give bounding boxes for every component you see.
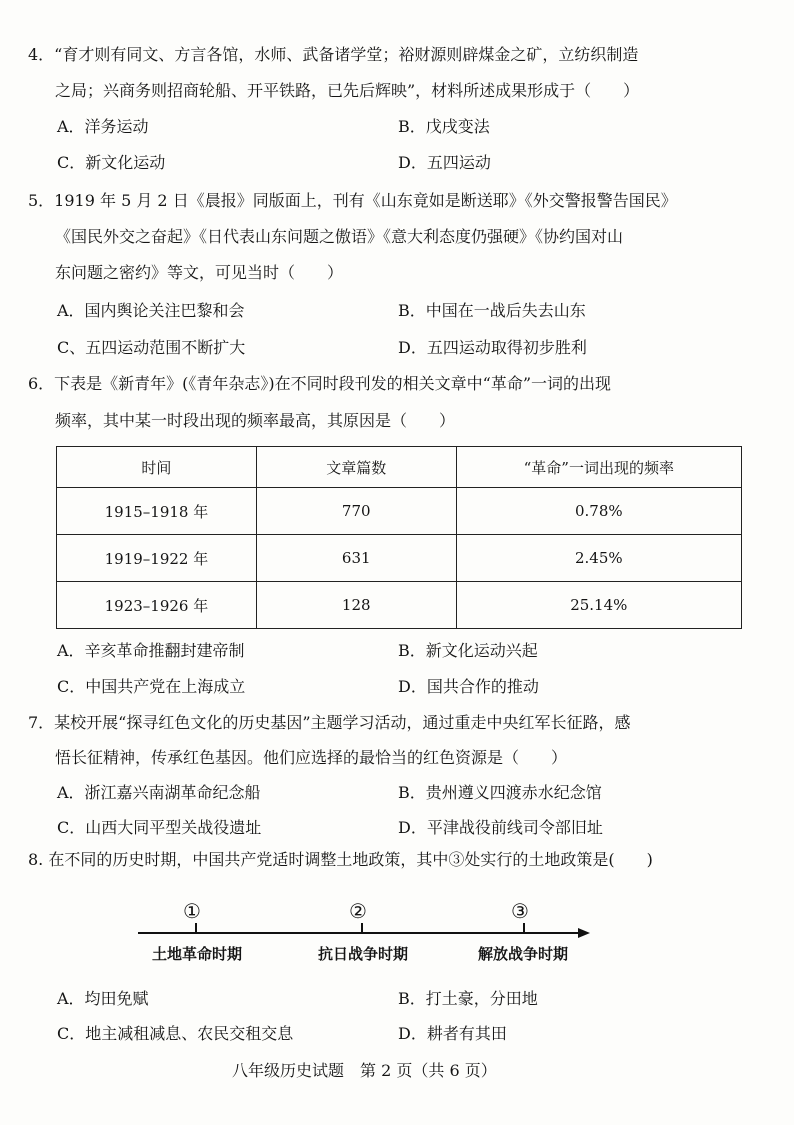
question-8-option-a[interactable]: A．均田免赋: [57, 989, 149, 1008]
question-4-option-c[interactable]: C．新文化运动: [57, 153, 166, 172]
question-8-option-b[interactable]: B．打土豪，分田地: [398, 989, 538, 1008]
question-7-option-d[interactable]: D．平津战役前线司令部旧址: [398, 818, 603, 837]
table-cell: 2.45%: [456, 535, 741, 582]
question-6-option-a[interactable]: A．辛亥革命推翻封建帝制: [57, 641, 245, 660]
table-cell: 1923–1926 年: [57, 582, 257, 629]
timeline-marker-2: ②: [349, 899, 367, 923]
question-4-line-1: 4．“育才则有同文、方言各馆，水师、武备诸学堂；裕财源则辟煤金之矿，立纺织制造: [28, 45, 639, 64]
question-5-line-2: 《国民外交之奋起》《日代表山东问题之傲语》《意大利态度仍强硬》《协约国对山: [55, 227, 624, 246]
question-4-line-2: 之局；兴商务则招商轮船、开平铁路，已先后辉映”，材料所述成果形成于（ ）: [55, 81, 640, 100]
page-footer: 八年级历史试题 第 2 页（共 6 页）: [232, 1061, 497, 1080]
timeline-marker-3: ③: [511, 899, 529, 923]
timeline-period-2: 抗日战争时期: [318, 945, 409, 963]
question-7-line-2: 悟长征精神，传承红色基因。他们应选择的最恰当的红色资源是（ ）: [55, 748, 568, 767]
question-5-option-d[interactable]: D．五四运动取得初步胜利: [398, 338, 587, 357]
question-8-option-c[interactable]: C．地主减租减息、农民交租交息: [57, 1024, 294, 1043]
question-7-line-1: 7．某校开展“探寻红色文化的历史基因”主题学习活动，通过重走中央红军长征路，感: [28, 713, 631, 732]
table-cell: 128: [256, 582, 456, 629]
question-5-line-1: 5．1919 年 5 月 2 日《晨报》同版面上，刊有《山东竟如是断送耶》《外交警报警告国民》: [28, 191, 677, 210]
table-cell: 1915–1918 年: [57, 488, 257, 535]
question-5-option-b[interactable]: B．中国在一战后失去山东: [398, 301, 586, 320]
table-header-row: [57, 447, 742, 488]
question-6-option-b[interactable]: B．新文化运动兴起: [398, 641, 538, 660]
question-5-option-c[interactable]: C、五四运动范围不断扩大: [57, 338, 246, 357]
table-cell: 631: [256, 535, 456, 582]
table-row: [57, 535, 742, 582]
table-row: [57, 582, 742, 629]
table-header-cell: 时间: [57, 447, 257, 488]
table-cell: 1919–1922 年: [57, 535, 257, 582]
question-5-line-3: 东问题之密约》等文，可见当时（ ）: [55, 263, 344, 282]
question-4-option-a[interactable]: A．洋务运动: [57, 117, 149, 136]
question-6-option-c[interactable]: C．中国共产党在上海成立: [57, 677, 246, 696]
question-8-option-d[interactable]: D．耕者有其田: [398, 1024, 507, 1043]
table-row: [57, 488, 742, 535]
question-7-option-a[interactable]: A．浙江嘉兴南湖革命纪念船: [57, 783, 261, 802]
question-7-option-b[interactable]: B．贵州遵义四渡赤水纪念馆: [398, 783, 602, 802]
question-6-line-1: 6．下表是《新青年》(《青年杂志》)在不同时段刊发的相关文章中“革命”一词的出现: [28, 374, 612, 393]
data-table: [56, 446, 742, 629]
question-4-option-d[interactable]: D．五四运动: [398, 153, 491, 172]
timeline-period-3: 解放战争时期: [478, 945, 569, 963]
question-5-option-a[interactable]: A．国内舆论关注巴黎和会: [57, 301, 245, 320]
timeline-period-1: 土地革命时期: [152, 945, 243, 963]
question-6-option-d[interactable]: D．国共合作的推动: [398, 677, 539, 696]
question-7-option-c[interactable]: C．山西大同平型关战役遗址: [57, 818, 262, 837]
table-cell: 770: [256, 488, 456, 535]
table-header-cell: 文章篇数: [256, 447, 456, 488]
question-6-line-2: 频率，其中某一时段出现的频率最高，其原因是（ ）: [55, 411, 456, 430]
table-cell: 0.78%: [456, 488, 741, 535]
question-4-option-b[interactable]: B．戊戌变法: [398, 117, 490, 136]
table-cell: 25.14%: [456, 582, 741, 629]
question-8-line-1: 8. 在不同的历史时期，中国共产党适时调整土地政策，其中③处实行的土地政策是( ): [28, 850, 653, 869]
timeline-arrow-head: [578, 928, 590, 938]
timeline-marker-1: ①: [183, 899, 201, 923]
table-header-cell: “革命”一词出现的频率: [456, 447, 741, 488]
